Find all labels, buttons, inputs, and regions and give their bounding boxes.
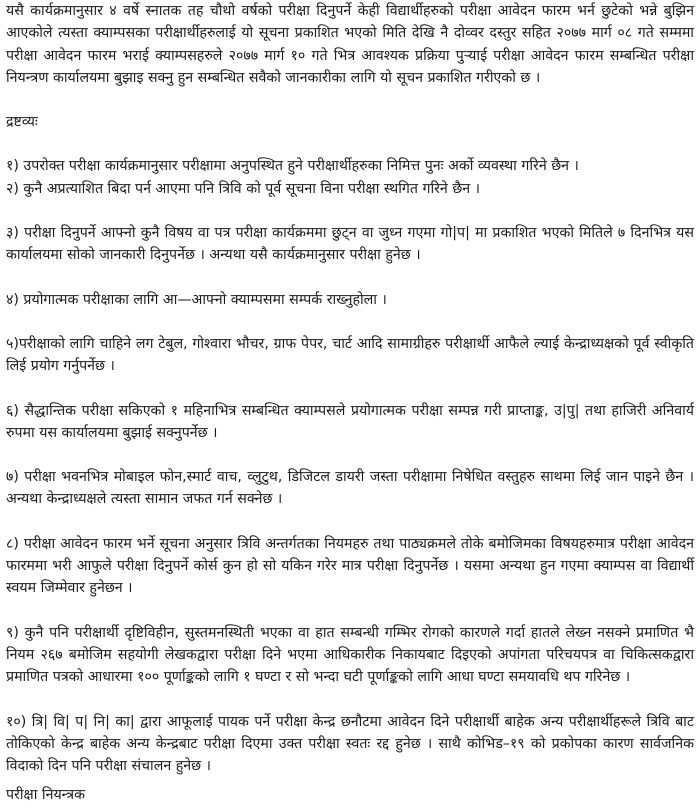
signatory: परीक्षा नियन्त्रक (6, 787, 86, 803)
note-item-9: ९) कुनै पनि परीक्षार्थी दृष्टिविहीन, सुस्तमनस्थिती भएका वा हात सम्बन्धी गम्भिर रोगको कारणले गर्दा हातले लेख्न नसक्ने प्रमाणित भै नियम २६७ बमोजिम सहयोगी लेखकद्वारा परीक्षा दिने भएमा आधिकारीक निकायबाट दिइएको अपांगता परिचयपत्र वा चिकित्सकद्वारा प्रमाणित पत्रको आधारमा १०० पूर्णाङ्कको लागि १ घण्टा र सो भन्दा घटी पूर्णाङ्कको लागि आधा घण्टा समयावधि थप गरिनेछ । (6, 624, 694, 686)
note-item-3: ३) परीक्षा दिनुपर्ने आफ्नो कुनै विषय वा पत्र परीक्षा कार्यक्रममा छुट्न वा जुध्न गएमा गो|प| मा प्रकाशित भएको मितिले ७ दिनभित्र यस कार्यालयमा सोको जानकारी दिनुपर्नेछ । अन्यथा यसै कार्यक्रमानुसार परीक्षा हुनेछ । (6, 225, 694, 264)
note-item-8: ८) परीक्षा आवेदन फारम भर्ने सूचना अनुसार त्रिवि अन्तर्गतका नियमहरु तथा पाठ्यक्रमले तोके बमोजिमका विषयहरुमात्र परीक्षा आवेदन फारममा भरी आफुले परीक्षा दिनुपर्ने कोर्स कुन हो सो यकिन गरेर मात्र परीक्षा दिनुपर्नेछ । यसमा अन्यथा हुन गएमा क्याम्पस वा विद्यार्थी स्वयम जिम्मेवार हुनेछन । (6, 535, 694, 597)
note-item-10: १०) त्रि| वि| प| नि| का| द्वारा आफूलाई पायक पर्ने परीक्षा केन्द्र छनौटमा आवेदन दिने परीक्षार्थी बाहेक अन्य परीक्षार्थीहरूले त्रिवि बाट तोकिएको केन्द्र बाहेक अन्य केन्द्रबाट परीक्षा दिएमा उक्त परीक्षा स्वतः रद्द हुनेछ । साथै कोभिड–१९ को प्रकोपका कारण सार्वजनिक विदाको दिन पनि परीक्षा संचालन हुनेछ । (6, 713, 694, 775)
intro-paragraph: यसै कार्यक्रमानुसार ४ वर्षे स्नातक तह चौथो वर्षको परीक्षा दिनुपर्ने केही विद्यार्थीहरुको परीक्षा आवेदन फारम भर्न छुटेको भन्ने बुझिन आएकोले त्यस्ता क्याम्पसका परीक्षार्थीहरुलाई यो सूचना प्रकाशित भएको मिति देखि नै दोव्वर दस्तुर सहित २०७७ मार्ग ०८ गते सम्ममा परीक्षा आवेदन फारम भराई क्याम्पसहरुले २०७७ मार्ग १० गते भित्र आवश्यक प्रक्रिया पुऱ्याई परीक्षा आवेदन फारम सम्बन्धित परीक्षा नियन्त्रण कार्यालयमा बुझाइ सक्नु हुन सम्बन्धित सवैको जानकारीका लागि यो सूचन प्रकाशित गरीएको छ । (6, 3, 694, 86)
note-item-7: ७) परीक्षा भवनभित्र मोबाइल फोन,स्मार्ट वाच, व्लुटुथ, डिजिटल डायरी जस्ता परीक्षामा निषेधित वस्तुहरु साथमा लिई जान पाइने छैन । अन्यथा केन्द्राध्यक्षले त्यस्ता सामान जफत गर्न सक्नेछ । (6, 469, 694, 508)
notes-heading: द्रष्टव्यः (6, 114, 38, 131)
note-item-1: १) उपरोक्त परीक्षा कार्यक्रमानुसार परीक्षामा अनुपस्थित हुने परीक्षार्थीहरुका निमित्त पुनः अर्को व्यवस्था गरिने छैन । (6, 158, 579, 175)
note-item-6: ६) सैद्धान्तिक परीक्षा सकिएको १ महिनाभित्र सम्बन्धित क्याम्पसले प्रयोगात्मक परीक्षा सम्पन्न गरी प्राप्ताङ्क, उ|पु| तथा हाजिरी अनिवार्य रुपमा यस कार्यालयमा बुझाई सक्नुपर्नेछ । (6, 402, 694, 441)
note-item-2: २) कुनै अप्रत्याशित बिदा पर्न आएमा पनि त्रिवि को पूर्व सूचना विना परीक्षा स्थगित गरिने छैन । (6, 180, 481, 197)
note-item-5: ५)परीक्षाको लागि चाहिने लग टेबुल, गोश्वारा भौचर, ग्राफ पेपर, चार्ट आदि सामाग्रीहरु परीक्षार्थी आफैले ल्याई केन्द्राध्यक्षको पूर्व स्वीकृति लिई प्रयोग गर्नुपर्नेछ । (6, 335, 694, 375)
note-item-4: ४) प्रयोगात्मक परीक्षाका लागि आ—आफ्नो क्याम्पसमा सम्पर्क राख्नुहोला । (6, 291, 387, 308)
notice-document (6, 0, 694, 777)
